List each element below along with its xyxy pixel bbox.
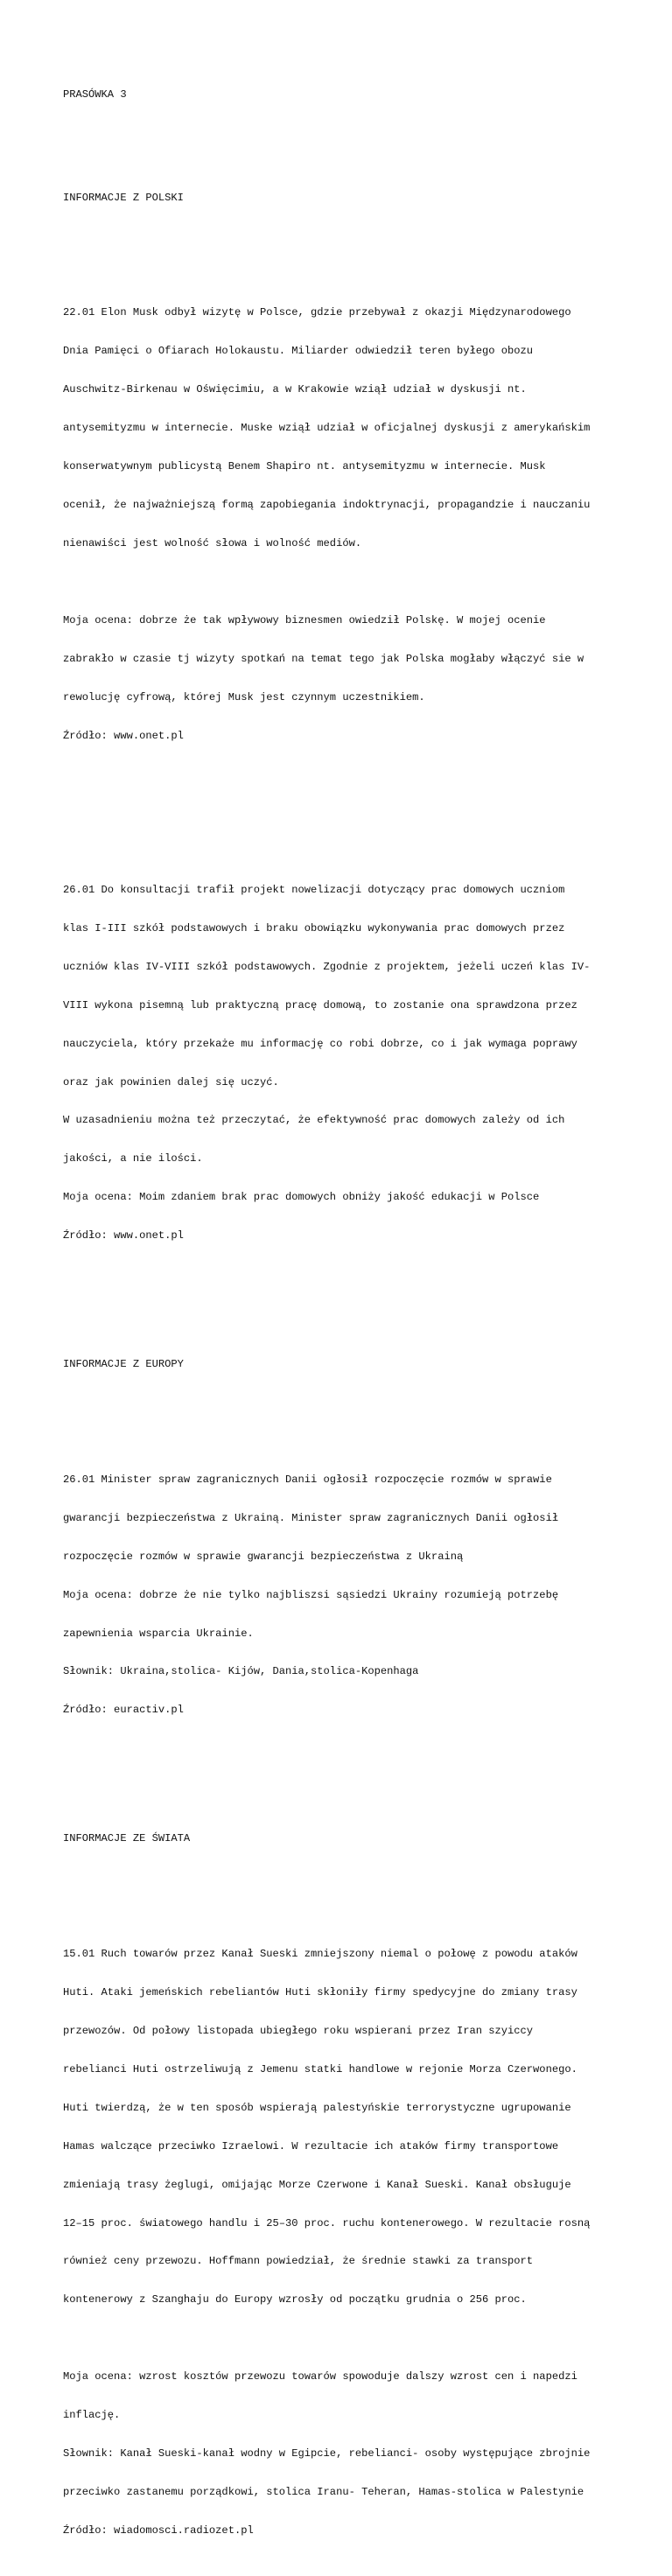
document-page [63,63,623,2576]
article-source: Źródło: wiadomosci.radiozet.pl [63,2524,254,2538]
article-source: Źródło: euractiv.pl [63,1704,184,1717]
article-line: nienawiści jest wolność słowa i wolność mediów. [63,537,362,550]
article-line: Huti. Ataki jemeńskich rebeliantów Huti skłoniły firmy spedycyjne do zmiany trasy [63,1985,578,1998]
article-denmark-ukraine [63,1447,623,1742]
article-line: rebelianci Huti ostrzeliwują z Jemenu statki handlowe w rejonie Morza Czerwonego. [63,2062,578,2076]
article-suez-canal [63,1922,623,2564]
opinion-line: inflację. [63,2409,121,2422]
document-title: PRASÓWKA 3 [63,88,127,102]
article-line: konserwatywnym publicystą Benem Shapiro nt. antysemityzmu w internecie. Musk [63,460,546,473]
article-source: Źródło: www.onet.pl [63,1229,184,1242]
article-line: klas I-III szkół podstawowych i braku obowiązku wykonywania prac domowych przez [63,921,565,934]
opinion-line: Moja ocena: Moim zdaniem brak prac domowych obniży jakość edukacji w Polsce [63,1191,540,1204]
article-line: jakości, a nie ilości. [63,1152,203,1166]
article-source: Źródło: www.onet.pl [63,729,184,742]
article-line: kontenerowy z Szanghaju do Europy wzrosły od początku grudnia o 256 proc. [63,2293,527,2306]
article-line: rozpoczęcie rozmów w sprawie gwarancji bezpieczeństwa z Ukrainą [63,1550,464,1563]
article-line: W uzasadnieniu można też przeczytać, że efektywność prac domowych zależy od ich [63,1114,565,1127]
article-line: 22.01 Elon Musk odbył wizytę w Polsce, gdzie przebywał z okazji Międzynarodowego [63,306,571,319]
article-line: 12–15 proc. światowego handlu i 25–30 proc. ruchu kontenerowego. W rezultacie rosną [63,2216,591,2230]
glossary-line: Słownik: Ukraina,stolica- Kijów, Dania,stolica-Kopenhaga [63,1665,419,1678]
article-homework [63,858,623,1268]
opinion-line: zapewnienia wsparcia Ukrainie. [63,1627,254,1640]
opinion-line: rewolucję cyfrową, której Musk jest czynnym uczestnikiem. [63,690,425,704]
glossary-line: Słownik: Kanał Sueski-kanał wodny w Egipcie, rebelianci- osoby występujące zbrojnie [63,2447,591,2460]
article-line: oraz jak powinien dalej się uczyć. [63,1075,279,1088]
article-line: antysemityzmu w internecie. Muske wziął udział w oficjalnej dyskusji z amerykańskim [63,422,591,435]
article-line: zmieniają trasy żeglugi, omijając Morze Czerwone i Kanał Sueski. Kanał obsługuje [63,2178,571,2191]
section-heading-poland: INFORMACJE Z POLSKI [63,191,184,204]
article-line: uczniów klas IV-VIII szkół podstawowych. Zgodnie z projektem, jeżeli uczeń klas IV- [63,960,591,973]
article-line: 26.01 Do konsultacji trafił projekt nowelizacji dotyczący prac domowych uczniom [63,883,565,896]
article-line: nauczyciela, który przekaże mu informację co robi dobrze, co i jak wymaga poprawy [63,1037,578,1050]
opinion-line: zabrakło w czasie tj wizyty spotkań na temat tego jak Polska mogłaby włączyć sie w [63,652,584,665]
article-line: również ceny przewozu. Hoffmann powiedział, że średnie stawki za transport [63,2255,534,2268]
article-line: przewozów. Od połowy listopada ubiegłego roku wspierani przez Iran szyiccy [63,2024,534,2037]
article-musk-visit [63,281,623,768]
opinion-line: Moja ocena: dobrze że nie tylko najbliszsi sąsiedzi Ukrainy rozumieją potrzebę [63,1588,559,1601]
glossary-line: przeciwko zastanemu porządkowi, stolica Iranu- Teheran, Hamas-stolica w Palestynie [63,2486,584,2499]
article-line: Dnia Pamięci o Ofiarach Holokaustu. Miliarder odwiedził teren byłego obozu [63,345,534,358]
article-line: 26.01 Minister spraw zagranicznych Danii ogłosił rozpoczęcie rozmów w sprawie [63,1473,552,1486]
article-line: gwarancji bezpieczeństwa z Ukrainą. Minister spraw zagranicznych Danii ogłosił [63,1511,559,1524]
article-line: Hamas walczące przeciwko Izraelowi. W rezultacie ich ataków firmy transportowe [63,2139,559,2152]
article-line: VIII wykona pisemną lub praktyczną pracę domową, to zostanie ona sprawdzona przez [63,998,578,1012]
section-heading-world: INFORMACJE ZE ŚWIATA [63,1831,191,1844]
section-heading-europe: INFORMACJE Z EUROPY [63,1357,184,1370]
opinion-line: Moja ocena: wzrost kosztów przewozu towarów spowoduje dalszy wzrost cen i napedzi [63,2370,578,2384]
article-line: Huti twierdzą, że w ten sposób wspierają palestyńskie terrorystyczne ugrupowanie [63,2101,571,2114]
article-line: Auschwitz-Birkenau w Oświęcimiu, a w Krakowie wziął udział w dyskusji nt. [63,383,527,396]
article-line: ocenił, że najważniejszą formą zapobiegania indoktrynacji, propagandzie i nauczaniu [63,499,591,512]
article-line: 15.01 Ruch towarów przez Kanał Sueski zmniejszony niemal o połowę z powodu ataków [63,1947,578,1960]
opinion-line: Moja ocena: dobrze że tak wpływowy biznesmen owiedził Polskę. W mojej ocenie [63,614,546,627]
